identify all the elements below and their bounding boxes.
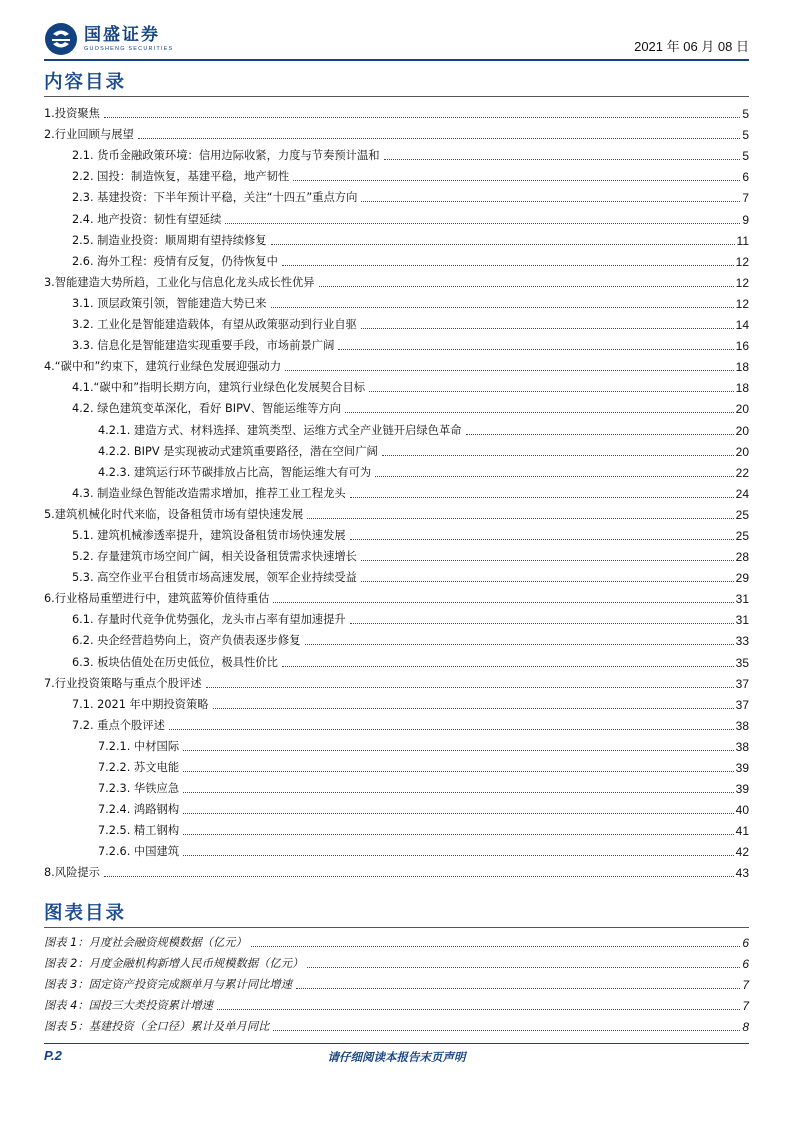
toc-entry[interactable]	[44, 269, 749, 290]
dot-leader	[271, 244, 735, 245]
toc-entry[interactable]	[44, 775, 749, 796]
entry-title: 7.2. 重点个股评述	[72, 718, 165, 732]
entry-title: 5.建筑机械化时代来临，设备租赁市场有望快速发展	[44, 507, 304, 521]
toc-entry[interactable]	[44, 438, 749, 459]
entry-title: 2.5. 制造业投资：顺周期有望持续修复	[72, 233, 267, 247]
toc-entry[interactable]	[44, 606, 749, 627]
entry-title: 5.3. 高空作业平台租赁市场高速发展，领军企业持续受益	[72, 571, 357, 585]
entry-page-number: 35	[735, 655, 749, 670]
entry-title: 7.2.3. 华铁应急	[98, 782, 180, 796]
entry-page-number: 16	[735, 339, 749, 354]
page-header	[44, 22, 749, 56]
entry-page-number: 9	[742, 212, 749, 227]
toc-entry[interactable]	[44, 585, 749, 606]
toc-entry[interactable]	[44, 311, 749, 332]
dot-leader	[183, 834, 734, 835]
entry-title: 8.风险提示	[44, 866, 100, 880]
dot-leader	[369, 391, 734, 392]
dot-leader	[307, 967, 740, 968]
entry-title: 4.3. 制造业绿色智能改造需求增加，推荐工业工程龙头	[72, 486, 346, 500]
toc-entry[interactable]	[44, 691, 749, 712]
entry-page-number: 5	[742, 149, 749, 164]
entry-page-number: 39	[735, 782, 749, 797]
entry-title: 图表 2：月度金融机构新增人民币规模数据（亿元）	[44, 957, 304, 971]
entry-page-number: 20	[735, 423, 749, 438]
dot-leader	[361, 581, 734, 582]
toc-entry[interactable]	[44, 648, 749, 669]
entry-page-number: 12	[735, 254, 749, 269]
dot-leader	[361, 201, 740, 202]
entry-page-number: 31	[735, 592, 749, 607]
entry-page-number: 18	[735, 360, 749, 375]
entry-page-number: 5	[742, 107, 749, 122]
page-number: P.2	[44, 1048, 62, 1063]
entry-title: 3.智能建造大势所趋，工业化与信息化龙头成长性优异	[44, 275, 315, 289]
figure-entry[interactable]	[44, 929, 749, 950]
entry-page-number: 11	[736, 233, 749, 248]
dot-leader	[183, 855, 734, 856]
toc-entry[interactable]	[44, 459, 749, 480]
entry-title: 4.2. 绿色建筑变革深化，看好 BIPV、智能运维等方向	[72, 402, 342, 416]
toc-entry[interactable]	[44, 374, 749, 395]
entry-title: 4.“碳中和”约束下，建筑行业绿色发展迎强动力	[44, 360, 282, 374]
toc-entry[interactable]	[44, 754, 749, 775]
entry-page-number: 8	[742, 1020, 749, 1035]
toc-entry[interactable]	[44, 416, 749, 437]
dot-leader	[217, 1009, 740, 1010]
dot-leader	[183, 750, 734, 751]
brand-name-cn: 国盛证券	[84, 25, 160, 45]
entry-page-number: 25	[735, 507, 749, 522]
brand-name-en: GUOSHENG SECURITIES	[84, 46, 174, 52]
entry-title: 5.1. 建筑机械渗透率提升，建筑设备租赁市场快速发展	[72, 528, 346, 542]
entry-title: 6.1. 存量时代竞争优势强化，龙头市占率有望加速提升	[72, 613, 346, 627]
entry-page-number: 7	[742, 978, 749, 993]
brand-logo	[44, 22, 173, 56]
brand-logo-icon	[44, 22, 78, 56]
dot-leader	[293, 180, 740, 181]
entry-title: 3.2. 工业化是智能建造载体，有望从政策驱动到行业自驱	[72, 318, 357, 332]
entry-page-number: 28	[735, 550, 749, 565]
entry-title: 4.2.3. 建筑运行环节碳排放占比高，智能运维大有可为	[98, 465, 372, 479]
entry-title: 2.4. 地产投资：韧性有望延续	[72, 212, 222, 226]
figure-entry[interactable]	[44, 950, 749, 971]
dot-leader	[382, 455, 734, 456]
dot-leader	[225, 223, 740, 224]
entry-title: 4.1.“碳中和”指明长期方向，建筑行业绿色化发展契合目标	[72, 381, 366, 395]
figure-entry[interactable]	[44, 1013, 749, 1034]
toc-entry[interactable]	[44, 163, 749, 184]
dot-leader	[273, 602, 733, 603]
toc-entry[interactable]	[44, 248, 749, 269]
toc-entry[interactable]	[44, 501, 749, 522]
entry-page-number: 6	[742, 936, 749, 951]
figures-title: 图表目录	[44, 903, 127, 924]
dot-leader	[273, 1030, 740, 1031]
dot-leader	[282, 666, 734, 667]
entry-page-number: 7	[742, 191, 749, 206]
toc-entry[interactable]	[44, 543, 749, 564]
toc-entry[interactable]	[44, 627, 749, 648]
entry-title: 7.行业投资策略与重点个股评述	[44, 676, 202, 690]
toc-entry[interactable]	[44, 121, 749, 142]
toc-entry[interactable]	[44, 332, 749, 353]
entry-title: 4.2.2. BIPV 是实现被动式建筑重要路径，潜在空间广阔	[98, 444, 378, 458]
dot-leader	[183, 813, 734, 814]
figure-entry[interactable]	[44, 971, 749, 992]
entry-title: 3.3. 信息化是智能建造实现重要手段，市场前景广阔	[72, 339, 335, 353]
toc-entry[interactable]	[44, 564, 749, 585]
toc-title-divider	[44, 96, 749, 97]
dot-leader	[138, 138, 740, 139]
toc-entry[interactable]	[44, 859, 749, 880]
figures-title-divider	[44, 927, 749, 928]
dot-leader	[282, 265, 734, 266]
toc-entry[interactable]	[44, 100, 749, 121]
dot-leader	[183, 792, 734, 793]
dot-leader	[271, 307, 734, 308]
dot-leader	[350, 497, 734, 498]
entry-title: 6.3. 板块估值处在历史低位，极具性价比	[72, 655, 278, 669]
toc-entry[interactable]	[44, 142, 749, 163]
dot-leader	[213, 708, 734, 709]
entry-title: 2.6. 海外工程：疫情有反复，仍待恢复中	[72, 254, 278, 268]
dot-leader	[338, 349, 733, 350]
entry-page-number: 31	[735, 613, 749, 628]
dot-leader	[375, 476, 733, 477]
dot-leader	[104, 876, 734, 877]
dot-leader	[361, 328, 734, 329]
dot-leader	[384, 159, 741, 160]
entry-page-number: 18	[735, 381, 749, 396]
entry-title: 7.2.2. 苏文电能	[98, 761, 180, 774]
entry-title: 图表 4：国投三大类投资累计增速	[44, 999, 213, 1013]
toc-entry[interactable]	[44, 184, 749, 205]
entry-page-number: 25	[735, 528, 749, 543]
entry-title: 7.2.1. 中材国际	[98, 739, 180, 753]
dot-leader	[307, 518, 733, 519]
entry-title: 2.3. 基建投资：下半年预计平稳，关注“十四五”重点方向	[72, 191, 358, 205]
entry-page-number: 14	[735, 318, 749, 333]
entry-title: 5.2. 存量建筑市场空间广阔，相关设备租赁需求快速增长	[72, 550, 357, 564]
entry-title: 7.2.5. 精工钢构	[98, 824, 180, 838]
entry-title: 4.2.1. 建造方式、材料选择、建筑类型、运维方式全产业链开启绿色革命	[98, 423, 462, 437]
toc-entry[interactable]	[44, 290, 749, 311]
entry-title: 2.行业回顾与展望	[44, 128, 134, 142]
toc-entry[interactable]	[44, 522, 749, 543]
report-date: 2021 年 06 月 08 日	[634, 39, 749, 54]
toc-title: 内容目录	[44, 72, 127, 93]
toc-entry[interactable]	[44, 353, 749, 374]
toc-entry[interactable]	[44, 796, 749, 817]
dot-leader	[345, 412, 734, 413]
entry-title: 7.2.4. 鸿路钢构	[98, 803, 180, 817]
entry-page-number: 12	[735, 275, 749, 290]
toc-list	[44, 100, 749, 880]
entry-title: 图表 1：月度社会融资规模数据（亿元）	[44, 936, 247, 950]
toc-entry[interactable]	[44, 395, 749, 416]
dot-leader	[350, 623, 734, 624]
dot-leader	[319, 286, 734, 287]
dot-leader	[296, 988, 740, 989]
entry-page-number: 43	[735, 866, 749, 881]
entry-page-number: 22	[735, 465, 749, 480]
toc-entry[interactable]	[44, 733, 749, 754]
footer-disclaimer: 请仔细阅读本报告末页声明	[327, 1050, 466, 1064]
dot-leader	[305, 644, 734, 645]
toc-entry[interactable]	[44, 712, 749, 733]
figure-entry[interactable]	[44, 992, 749, 1013]
entry-page-number: 29	[735, 571, 749, 586]
entry-page-number: 6	[742, 170, 749, 185]
entry-title: 2.1. 货币金融政策环境：信用边际收紧，力度与节奏预计温和	[72, 149, 380, 163]
toc-entry[interactable]	[44, 205, 749, 226]
entry-page-number: 37	[735, 676, 749, 691]
dot-leader	[206, 687, 734, 688]
dot-leader	[285, 370, 734, 371]
entry-page-number: 33	[735, 634, 749, 649]
entry-page-number: 6	[742, 957, 749, 972]
entry-page-number: 38	[735, 718, 749, 733]
toc-entry[interactable]	[44, 227, 749, 248]
dot-leader	[104, 117, 740, 118]
toc-entry[interactable]	[44, 480, 749, 501]
entry-page-number: 41	[735, 824, 749, 839]
header-divider	[44, 59, 749, 61]
toc-entry[interactable]	[44, 670, 749, 691]
entry-title: 6.行业格局重塑进行中，建筑蓝筹价值待重估	[44, 592, 270, 606]
toc-entry[interactable]	[44, 838, 749, 859]
dot-leader	[183, 771, 734, 772]
footer-divider	[44, 1043, 749, 1044]
entry-page-number: 7	[742, 999, 749, 1014]
entry-page-number: 37	[735, 697, 749, 712]
entry-title: 6.2. 央企经营趋势向上，资产负债表逐步修复	[72, 634, 301, 648]
entry-title: 1.投资聚焦	[44, 107, 100, 121]
entry-title: 2.2. 国投：制造恢复，基建平稳，地产韧性	[72, 170, 290, 184]
dot-leader	[361, 560, 734, 561]
entry-title: 3.1. 顶层政策引领，智能建造大势已来	[72, 296, 267, 310]
entry-page-number: 39	[735, 761, 749, 775]
dot-leader	[466, 434, 734, 435]
entry-page-number: 24	[735, 486, 749, 501]
figures-list	[44, 929, 749, 1034]
entry-page-number: 20	[735, 402, 749, 417]
dot-leader	[350, 539, 734, 540]
entry-title: 7.1. 2021 年中期投资策略	[72, 697, 209, 711]
entry-title: 图表 5：基建投资（全口径）累计及单月同比	[44, 1020, 270, 1034]
entry-title: 7.2.6. 中国建筑	[98, 845, 180, 859]
entry-page-number: 20	[735, 444, 749, 459]
toc-entry[interactable]	[44, 817, 749, 838]
dot-leader	[169, 729, 734, 730]
entry-page-number: 5	[742, 128, 749, 143]
entry-page-number: 40	[735, 803, 749, 818]
dot-leader	[251, 946, 740, 947]
entry-page-number: 12	[735, 296, 749, 311]
entry-page-number: 38	[735, 739, 749, 754]
entry-title: 图表 3：固定资产投资完成额单月与累计同比增速	[44, 978, 293, 992]
entry-page-number: 42	[735, 845, 749, 860]
